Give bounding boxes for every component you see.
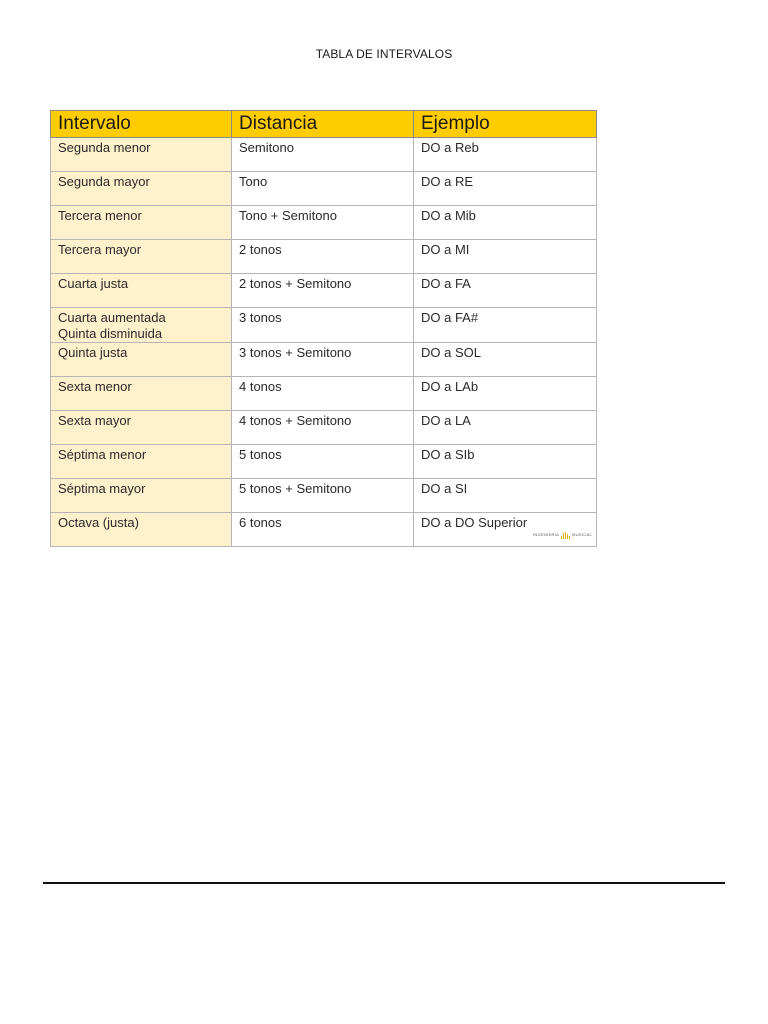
example-cell: DO a Mib xyxy=(414,206,597,240)
example-cell: DO a SIb xyxy=(414,445,597,479)
logo-text-left: INGENIERIA xyxy=(532,532,560,537)
interval-cell xyxy=(51,411,232,445)
interval-name-alt: Quinta disminuida xyxy=(58,326,163,341)
interval-cell xyxy=(51,138,232,172)
example-cell: DO a RE xyxy=(414,172,597,206)
interval-cell xyxy=(51,377,232,411)
example-cell: DO a Reb xyxy=(414,138,597,172)
interval-name: Séptima menor xyxy=(58,447,147,462)
table-row xyxy=(51,377,597,411)
distance-cell: 6 tonos xyxy=(232,513,414,547)
interval-name: Tercera mayor xyxy=(58,242,142,257)
table-row xyxy=(51,206,597,240)
interval-name: Sexta mayor xyxy=(58,413,131,428)
table-body xyxy=(51,138,597,547)
interval-cell xyxy=(51,172,232,206)
distance-cell: 3 tonos + Semitono xyxy=(232,343,414,377)
distance-cell: Tono xyxy=(232,172,414,206)
brand-logo xyxy=(533,527,592,543)
table-row xyxy=(51,138,597,172)
table-row xyxy=(51,445,597,479)
interval-cell xyxy=(51,479,232,513)
distance-cell: 2 tonos xyxy=(232,240,414,274)
interval-cell xyxy=(51,445,232,479)
interval-name: Octava (justa) xyxy=(58,515,139,530)
interval-cell xyxy=(51,240,232,274)
distance-cell: 5 tonos + Semitono xyxy=(232,479,414,513)
distance-cell: 4 tonos + Semitono xyxy=(232,411,414,445)
column-header-interval: Intervalo xyxy=(51,111,232,138)
distance-cell: 5 tonos xyxy=(232,445,414,479)
interval-cell xyxy=(51,308,232,343)
distance-cell: Semitono xyxy=(232,138,414,172)
interval-cell xyxy=(51,274,232,308)
table-header-row xyxy=(51,111,597,138)
table-row xyxy=(51,479,597,513)
example-cell: DO a LA xyxy=(414,411,597,445)
intervals-table xyxy=(50,110,597,547)
interval-name: Tercera menor xyxy=(58,208,142,223)
table-row xyxy=(51,343,597,377)
column-header-example: Ejemplo xyxy=(414,111,597,138)
example-text: DO a DO Superior xyxy=(421,515,528,530)
logo-text-right: MUSICAL xyxy=(572,532,592,537)
document-title: TABLA DE INTERVALOS xyxy=(315,47,453,61)
interval-name: Sexta menor xyxy=(58,379,132,394)
interval-cell xyxy=(51,206,232,240)
interval-cell xyxy=(51,343,232,377)
distance-cell: 2 tonos + Semitono xyxy=(232,274,414,308)
footer-divider xyxy=(43,882,725,884)
interval-name: Cuarta aumentada xyxy=(58,310,166,325)
soundwave-icon xyxy=(561,532,570,539)
intervals-table-container xyxy=(50,110,596,555)
example-cell: DO a LAb xyxy=(414,377,597,411)
example-cell: DO a MI xyxy=(414,240,597,274)
interval-cell xyxy=(51,513,232,547)
table-row xyxy=(51,172,597,206)
table-row xyxy=(51,240,597,274)
example-cell xyxy=(414,513,597,547)
interval-name: Segunda mayor xyxy=(58,174,150,189)
table-row xyxy=(51,411,597,445)
example-cell: DO a FA xyxy=(414,274,597,308)
table-row xyxy=(51,274,597,308)
table-row xyxy=(51,308,597,343)
example-cell: DO a SOL xyxy=(414,343,597,377)
interval-name: Séptima mayor xyxy=(58,481,146,496)
interval-name: Quinta justa xyxy=(58,345,128,360)
distance-cell: Tono + Semitono xyxy=(232,206,414,240)
column-header-distance: Distancia xyxy=(232,111,414,138)
distance-cell: 4 tonos xyxy=(232,377,414,411)
example-cell: DO a SI xyxy=(414,479,597,513)
interval-name: Segunda menor xyxy=(58,140,151,155)
table-row xyxy=(51,513,597,547)
distance-cell: 3 tonos xyxy=(232,308,414,343)
example-cell: DO a FA# xyxy=(414,308,597,343)
interval-name: Cuarta justa xyxy=(58,276,129,291)
